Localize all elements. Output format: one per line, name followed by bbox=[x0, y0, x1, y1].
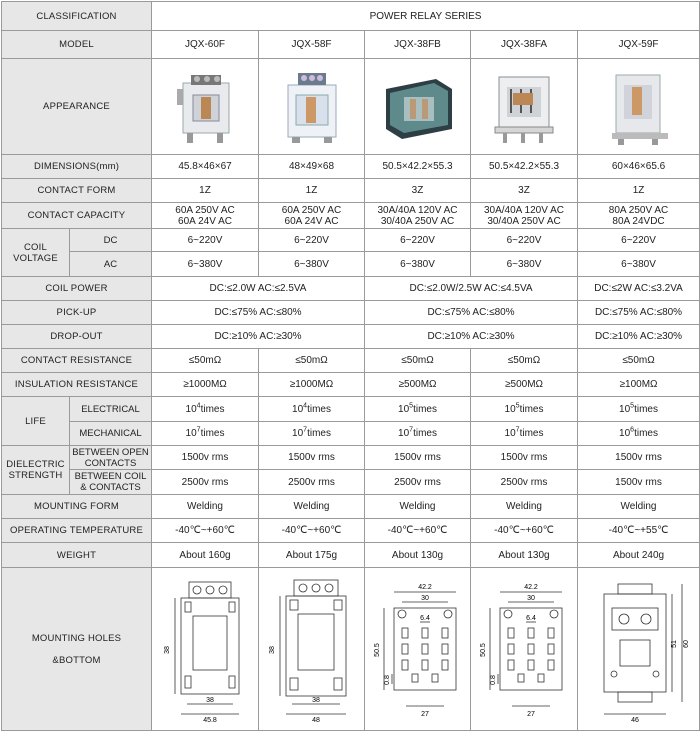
header-appearance: APPEARANCE bbox=[2, 59, 152, 155]
capacity-line: 80A 250V AC bbox=[608, 204, 669, 216]
dimensions-60f: 45.8×46×67 bbox=[152, 155, 259, 179]
relay-photo-58f bbox=[280, 67, 344, 147]
capacity-line: 30/40A 250V AC bbox=[487, 215, 561, 227]
weight-60f: About 160g bbox=[152, 543, 259, 568]
contact-form-60f: 1Z bbox=[152, 179, 259, 203]
drawing-38fa bbox=[471, 568, 578, 731]
dim-label-small: 0.8 bbox=[490, 675, 498, 685]
relay-photo-59f bbox=[604, 67, 674, 147]
appearance-jqx-38fa bbox=[471, 59, 578, 155]
dim-label-pin: 6.4 bbox=[419, 615, 430, 622]
contact-form-58f: 1Z bbox=[259, 179, 365, 203]
coil-contacts-60f: 2500v rms bbox=[152, 470, 259, 495]
dim-label-pin: 6.4 bbox=[526, 615, 536, 622]
capacity-line: 30A/40A 120V AC bbox=[377, 204, 458, 216]
ac-38fb: 6~380V bbox=[365, 252, 471, 277]
header-pick-up: PICK-UP bbox=[2, 301, 152, 325]
dc-58f: 6~220V bbox=[259, 229, 365, 252]
dim-label-h2: 60 bbox=[682, 640, 690, 648]
capacity-line: 60A 250V AC bbox=[175, 204, 235, 216]
header-dimensions: DIMENSIONS(mm) bbox=[2, 155, 152, 179]
header-between-open-contacts: BETWEEN OPEN CONTACTS bbox=[70, 446, 152, 470]
temperature-38fa: -40℃~+60℃ bbox=[471, 519, 578, 543]
open-contacts-60f: 1500v rms bbox=[152, 446, 259, 470]
mounting-59f: Welding bbox=[578, 495, 700, 519]
header-life: LIFE bbox=[2, 397, 70, 446]
header-mounting-holes bbox=[2, 568, 152, 731]
capacity-59f bbox=[578, 203, 700, 229]
drop-out-c: DC:≥10% AC:≥30% bbox=[578, 325, 700, 349]
drawing-58f bbox=[259, 568, 365, 731]
header-model: MODEL bbox=[2, 31, 152, 59]
relay-spec-table bbox=[1, 1, 700, 731]
life-unit: times bbox=[200, 403, 225, 415]
temperature-38fb: -40℃~+60℃ bbox=[365, 519, 471, 543]
model-jqx-38fa: JQX-38FA bbox=[471, 31, 578, 59]
capacity-60f bbox=[152, 203, 259, 229]
contact-resistance-38fa: ≤50mΩ bbox=[471, 349, 578, 373]
header-dc: DC bbox=[70, 229, 152, 252]
dim-label-bottom: 27 bbox=[527, 711, 535, 718]
header-coil-voltage: COIL VOLTAGE bbox=[2, 229, 70, 277]
life-unit: times bbox=[634, 403, 658, 415]
life-exponent: 6 bbox=[630, 426, 635, 434]
coil-contacts-58f: 2500v rms bbox=[259, 470, 365, 495]
ac-58f: 6~380V bbox=[259, 252, 365, 277]
electrical-38fa bbox=[471, 397, 578, 422]
open-contacts-38fa: 1500v rms bbox=[471, 446, 578, 470]
dim-label-height: 50.5 bbox=[480, 643, 488, 657]
dc-59f: 6~220V bbox=[578, 229, 700, 252]
capacity-line: 60A 24V AC bbox=[284, 215, 339, 227]
life-base: 10 bbox=[185, 428, 197, 439]
appearance-jqx-59f bbox=[578, 59, 700, 155]
header-drop-out: DROP-OUT bbox=[2, 325, 152, 349]
appearance-jqx-38fb bbox=[365, 59, 471, 155]
dim-label-bottom: 27 bbox=[420, 711, 429, 718]
life-unit: times bbox=[413, 428, 437, 439]
coil-power-b: DC:≤2.0W/2.5W AC:≤4.5VA bbox=[365, 277, 578, 301]
insulation-58f: ≥1000MΩ bbox=[259, 373, 365, 397]
header-contact-resistance: CONTACT RESISTANCE bbox=[2, 349, 152, 373]
dimensions-38fa: 50.5×42.2×55.3 bbox=[471, 155, 578, 179]
mounting-drawing-38fb bbox=[368, 574, 468, 724]
header-contact-form: CONTACT FORM bbox=[2, 179, 152, 203]
capacity-line: 80A 24VDC bbox=[612, 215, 665, 227]
coil-contacts-38fa: 2500v rms bbox=[471, 470, 578, 495]
insulation-38fb: ≥500MΩ bbox=[365, 373, 471, 397]
capacity-38fa bbox=[471, 203, 578, 229]
appearance-jqx-60f bbox=[152, 59, 259, 155]
dimensions-38fb: 50.5×42.2×55.3 bbox=[365, 155, 471, 179]
bottom-label: &BOTTOM bbox=[52, 654, 101, 666]
mounting-drawing-38fa bbox=[474, 574, 574, 724]
life-unit: times bbox=[200, 428, 225, 439]
capacity-line: 30A/40A 120V AC bbox=[483, 204, 565, 216]
dim-label-height: 50.5 bbox=[373, 643, 381, 657]
dim-label-width: 46 bbox=[630, 717, 639, 724]
dim-label-top: 42.2 bbox=[524, 584, 538, 591]
mounting-drawing-59f bbox=[584, 574, 694, 724]
mechanical-38fb bbox=[365, 422, 471, 446]
life-exponent: 5 bbox=[630, 402, 635, 410]
contact-resistance-58f: ≤50mΩ bbox=[259, 349, 365, 373]
capacity-line: 60A 250V AC bbox=[281, 204, 342, 216]
appearance-jqx-58f bbox=[259, 59, 365, 155]
weight-58f: About 175g bbox=[259, 543, 365, 568]
drawing-59f bbox=[578, 568, 700, 731]
header-mounting-form: MOUNTING FORM bbox=[2, 495, 152, 519]
capacity-line: 30/40A 250V AC bbox=[380, 215, 455, 227]
pick-up-b: DC:≤75% AC:≤80% bbox=[365, 301, 578, 325]
capacity-line: 60A 24V AC bbox=[178, 215, 232, 227]
dc-60f: 6~220V bbox=[152, 229, 259, 252]
life-base: 10 bbox=[398, 428, 410, 439]
life-base: 10 bbox=[185, 403, 197, 415]
mounting-holes-label: MOUNTING HOLES bbox=[31, 632, 122, 644]
electrical-38fb bbox=[365, 397, 471, 422]
header-between-coil-contacts: BETWEEN COIL & CONTACTS bbox=[70, 470, 152, 495]
coil-power-a: DC:≤2.0W AC:≤2.5VA bbox=[152, 277, 365, 301]
dim-label-small: 0.8 bbox=[383, 675, 391, 685]
dim-label-height: 38 bbox=[164, 646, 172, 654]
ac-60f: 6~380V bbox=[152, 252, 259, 277]
open-contacts-38fb: 1500v rms bbox=[365, 446, 471, 470]
header-insulation-resistance: INSULATION RESISTANCE bbox=[2, 373, 152, 397]
insulation-59f: ≥100MΩ bbox=[578, 373, 700, 397]
mechanical-60f bbox=[152, 422, 259, 446]
series-title: POWER RELAY SERIES bbox=[152, 2, 700, 31]
dim-label-height: 38 bbox=[268, 646, 276, 654]
electrical-58f bbox=[259, 397, 365, 422]
drop-out-b: DC:≥10% AC:≥30% bbox=[365, 325, 578, 349]
life-exponent: 7 bbox=[196, 426, 201, 434]
header-classification: CLASSIFICATION bbox=[2, 2, 152, 31]
coil-contacts-38fb: 2500v rms bbox=[365, 470, 471, 495]
electrical-59f bbox=[578, 397, 700, 422]
contact-resistance-38fb: ≤50mΩ bbox=[365, 349, 471, 373]
dim-label-inner: 30 bbox=[420, 595, 429, 602]
drawing-38fb bbox=[365, 568, 471, 731]
insulation-38fa: ≥500MΩ bbox=[471, 373, 578, 397]
open-contacts-58f: 1500v rms bbox=[259, 446, 365, 470]
life-base: 10 bbox=[619, 428, 631, 439]
dim-label-base: 38 bbox=[206, 697, 214, 704]
ac-59f: 6~380V bbox=[578, 252, 700, 277]
header-contact-capacity: CONTACT CAPACITY bbox=[2, 203, 152, 229]
capacity-58f bbox=[259, 203, 365, 229]
life-unit: times bbox=[413, 403, 437, 415]
dim-label-inner: 30 bbox=[527, 595, 535, 602]
life-exponent: 5 bbox=[409, 402, 414, 410]
electrical-60f bbox=[152, 397, 259, 422]
mounting-38fb: Welding bbox=[365, 495, 471, 519]
weight-59f: About 240g bbox=[578, 543, 700, 568]
weight-38fa: About 130g bbox=[471, 543, 578, 568]
mounting-drawing-58f bbox=[262, 574, 362, 724]
header-weight: WEIGHT bbox=[2, 543, 152, 568]
mounting-60f: Welding bbox=[152, 495, 259, 519]
dim-label-top: 42.2 bbox=[417, 584, 432, 591]
dim-label-width: 45.8 bbox=[203, 717, 217, 724]
header-mechanical: MECHANICAL bbox=[70, 422, 152, 446]
relay-photo-38fa bbox=[489, 67, 559, 147]
drawing-60f bbox=[152, 568, 259, 731]
life-unit: times bbox=[307, 403, 331, 415]
life-unit: times bbox=[307, 428, 331, 439]
pick-up-a: DC:≤75% AC:≤80% bbox=[152, 301, 365, 325]
mounting-drawing-60f bbox=[155, 574, 255, 724]
temperature-60f: -40℃~+60℃ bbox=[152, 519, 259, 543]
coil-power-c: DC:≤2W AC:≤3.2VA bbox=[578, 277, 700, 301]
life-exponent: 7 bbox=[303, 426, 308, 434]
header-ac: AC bbox=[70, 252, 152, 277]
open-contacts-59f: 1500v rms bbox=[578, 446, 700, 470]
mechanical-38fa bbox=[471, 422, 578, 446]
ac-38fa: 6~380V bbox=[471, 252, 578, 277]
pick-up-c: DC:≤75% AC:≤80% bbox=[578, 301, 700, 325]
life-unit: times bbox=[519, 428, 544, 439]
life-unit: times bbox=[634, 428, 658, 439]
relay-photo-60f bbox=[173, 67, 237, 147]
model-jqx-58f: JQX-58F bbox=[259, 31, 365, 59]
life-exponent: 4 bbox=[303, 402, 308, 410]
header-operating-temperature: OPERATING TEMPERATURE bbox=[2, 519, 152, 543]
temperature-59f: -40℃~+55℃ bbox=[578, 519, 700, 543]
life-base: 10 bbox=[292, 428, 304, 439]
header-dielectric-strength: DIELECTRIC STRENGTH bbox=[2, 446, 70, 495]
header-electrical: ELECTRICAL bbox=[70, 397, 152, 422]
contact-resistance-59f: ≤50mΩ bbox=[578, 349, 700, 373]
contact-form-38fa: 3Z bbox=[471, 179, 578, 203]
contact-resistance-60f: ≤50mΩ bbox=[152, 349, 259, 373]
contact-form-38fb: 3Z bbox=[365, 179, 471, 203]
life-base: 10 bbox=[398, 403, 410, 415]
life-exponent: 4 bbox=[196, 402, 201, 410]
model-jqx-60f: JQX-60F bbox=[152, 31, 259, 59]
dim-label-h1: 51 bbox=[670, 640, 678, 648]
capacity-38fb bbox=[365, 203, 471, 229]
insulation-60f: ≥1000MΩ bbox=[152, 373, 259, 397]
model-jqx-59f: JQX-59F bbox=[578, 31, 700, 59]
life-base: 10 bbox=[619, 403, 631, 415]
dc-38fa: 6~220V bbox=[471, 229, 578, 252]
model-jqx-38fb: JQX-38FB bbox=[365, 31, 471, 59]
temperature-58f: -40℃~+60℃ bbox=[259, 519, 365, 543]
contact-form-59f: 1Z bbox=[578, 179, 700, 203]
weight-38fb: About 130g bbox=[365, 543, 471, 568]
dimensions-58f: 48×49×68 bbox=[259, 155, 365, 179]
relay-photo-38fb bbox=[380, 67, 456, 147]
life-base: 10 bbox=[292, 403, 304, 415]
header-coil-power: COIL POWER bbox=[2, 277, 152, 301]
coil-contacts-59f: 1500v rms bbox=[578, 470, 700, 495]
dim-label-width: 48 bbox=[311, 717, 320, 724]
mechanical-58f bbox=[259, 422, 365, 446]
mechanical-59f bbox=[578, 422, 700, 446]
dimensions-59f: 60×46×65.6 bbox=[578, 155, 700, 179]
life-exponent: 7 bbox=[515, 426, 520, 434]
mounting-58f: Welding bbox=[259, 495, 365, 519]
dc-38fb: 6~220V bbox=[365, 229, 471, 252]
mounting-38fa: Welding bbox=[471, 495, 578, 519]
drop-out-a: DC:≥10% AC:≥30% bbox=[152, 325, 365, 349]
life-exponent: 7 bbox=[409, 426, 414, 434]
life-exponent: 5 bbox=[515, 402, 520, 410]
life-base: 10 bbox=[504, 428, 516, 439]
dim-label-base: 38 bbox=[311, 697, 320, 704]
life-base: 10 bbox=[504, 403, 516, 415]
life-unit: times bbox=[519, 403, 544, 415]
